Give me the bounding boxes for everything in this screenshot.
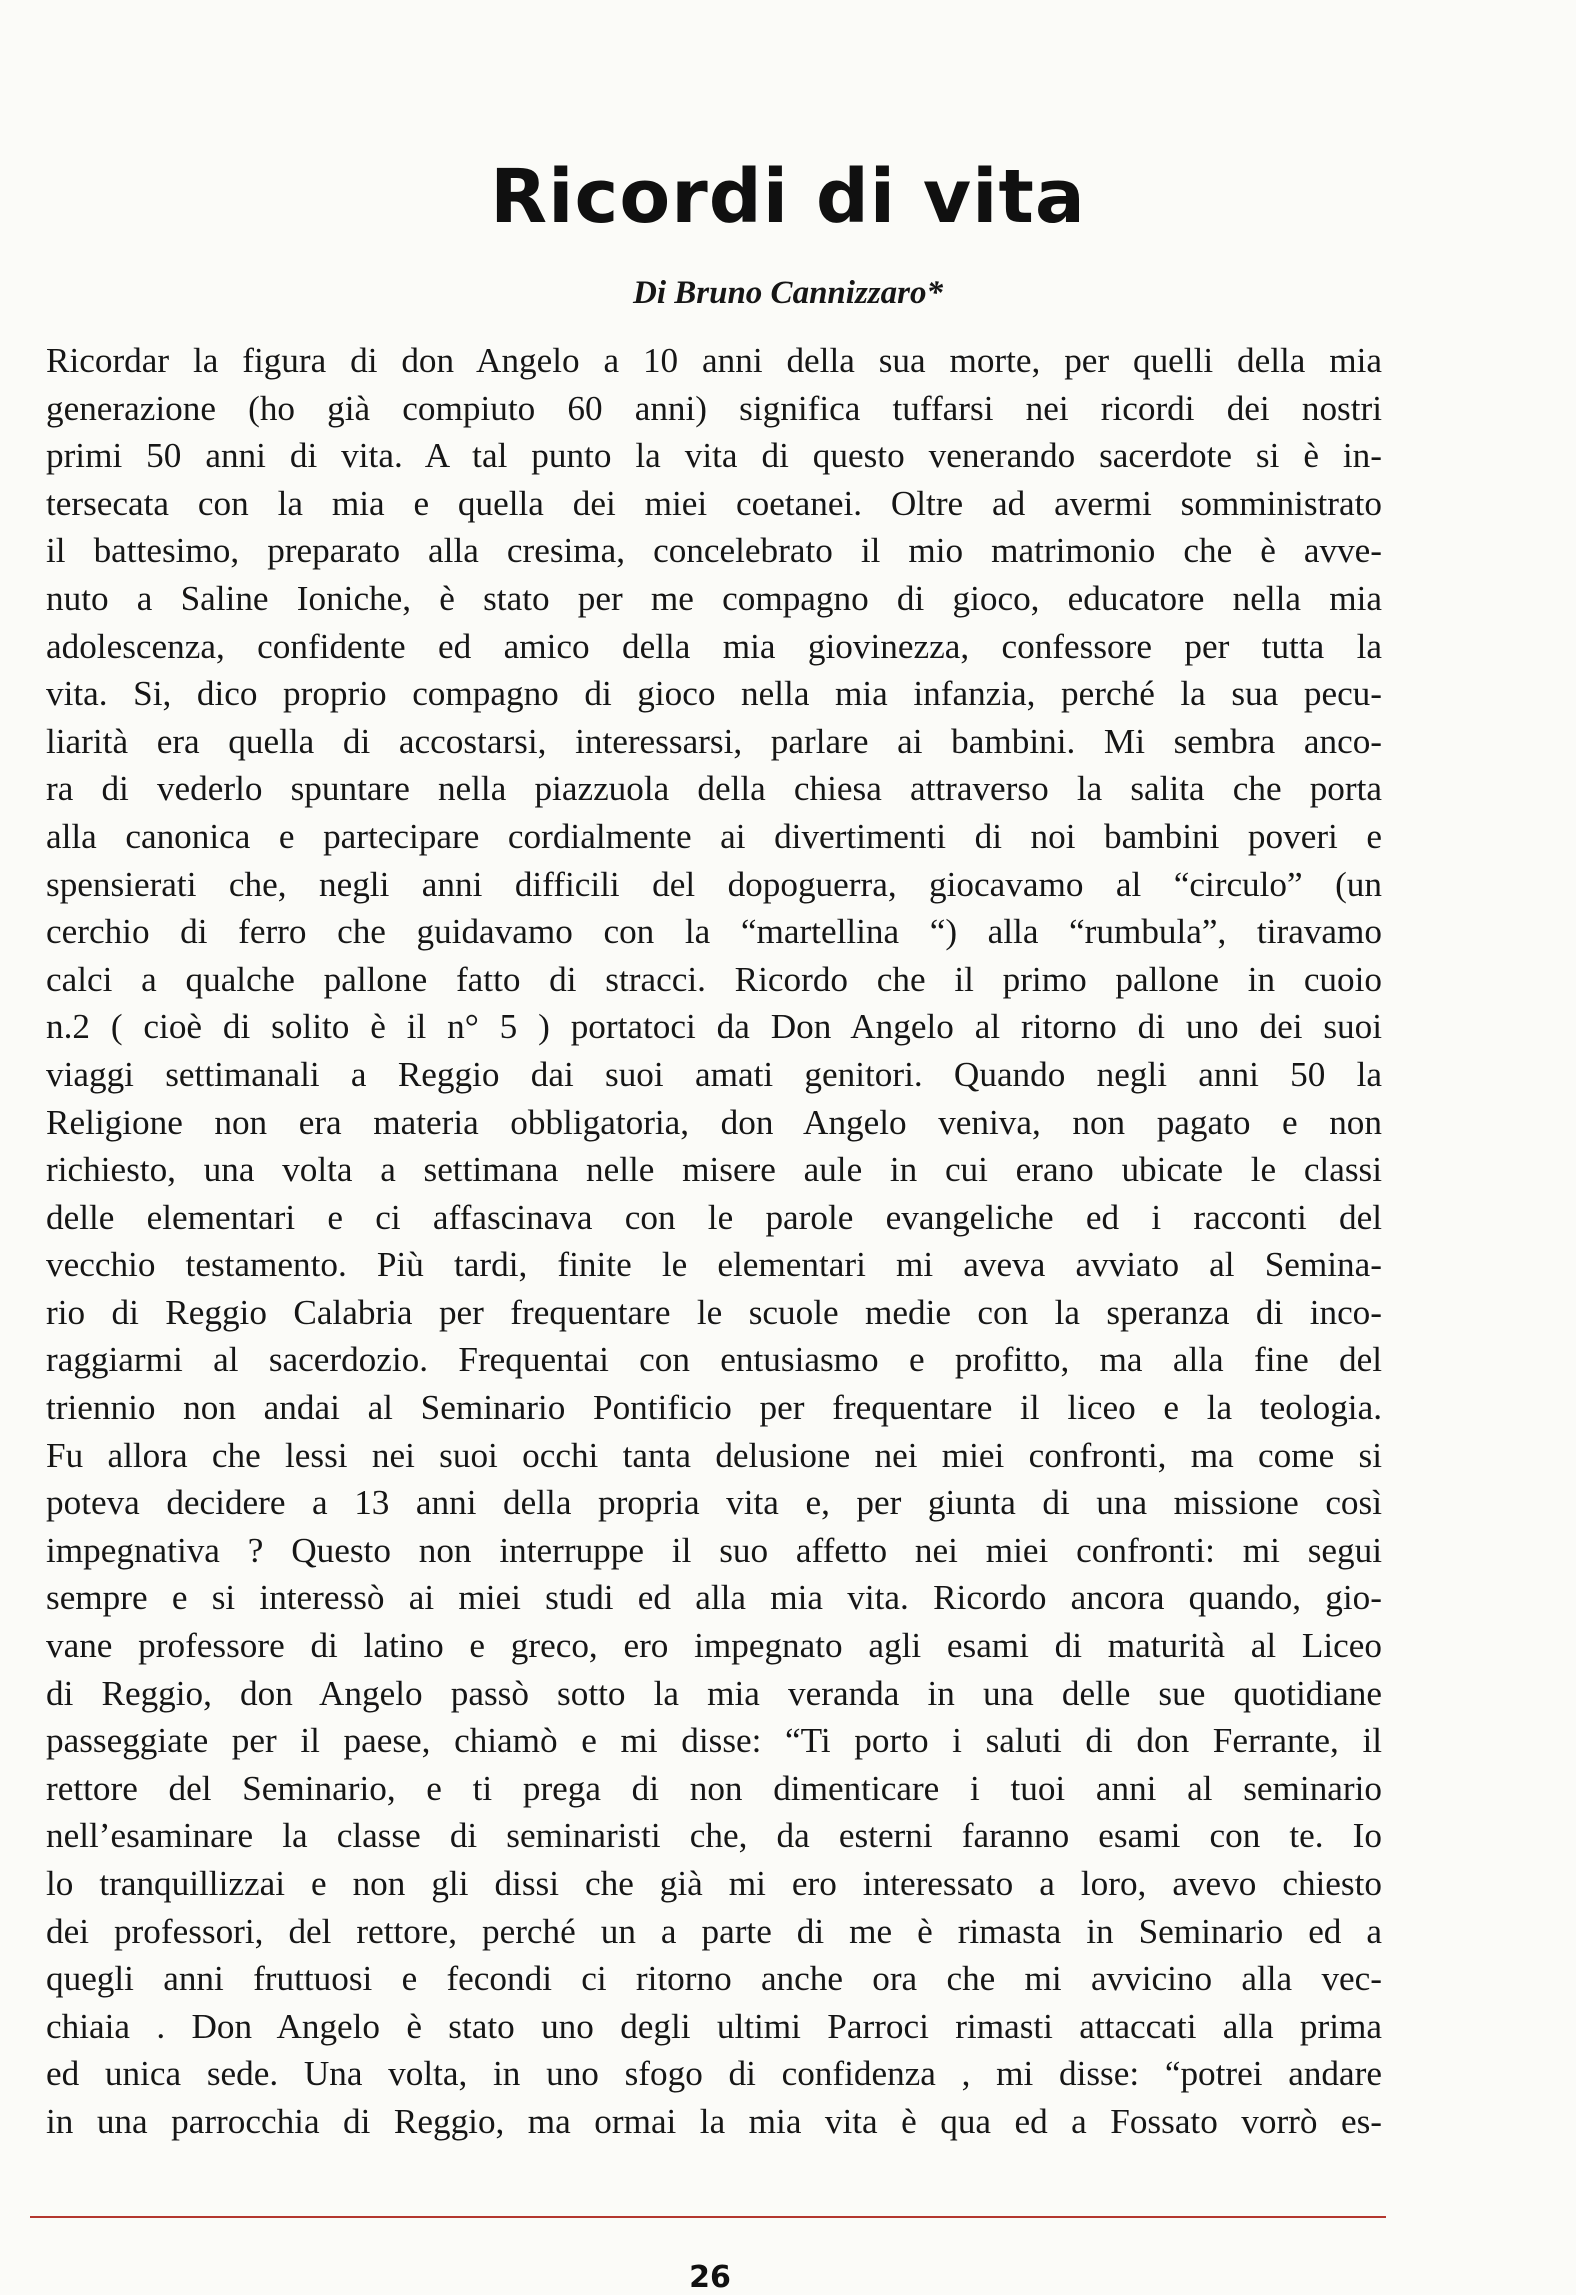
article-text-line: il battesimo, preparato alla cresima, concelebrato il mio matrimonio che è avve- bbox=[46, 531, 1382, 571]
article-text-line: ra di vederlo spuntare nella piazzuola della chiesa attraverso la salita che porta bbox=[46, 769, 1382, 809]
article-text-line: di Reggio, don Angelo passò sotto la mia veranda in una delle sue quotidiane bbox=[46, 1673, 1382, 1713]
article-text-line: nuto a Saline Ioniche, è stato per me compagno di gioco, educatore nella mia bbox=[46, 578, 1382, 618]
article-text-line: tersecata con la mia e quella dei miei coetanei. Oltre ad avermi somministrato bbox=[46, 483, 1382, 523]
article-text-line: sempre e si interessò ai miei studi ed alla mia vita. Ricordo ancora quando, gio- bbox=[46, 1578, 1382, 1618]
article-text-line: rio di Reggio Calabria per frequentare le scuole medie con la speranza di inco- bbox=[46, 1292, 1382, 1332]
article-text-line: vane professore di latino e greco, ero impegnato agli esami di maturità al Liceo bbox=[46, 1626, 1382, 1666]
footer-rule bbox=[30, 2216, 1386, 2218]
article-text-line: liarità era quella di accostarsi, interessarsi, parlare ai bambini. Mi sembra anco- bbox=[46, 721, 1382, 761]
article-text-line: vita. Si, dico proprio compagno di gioco nella mia infanzia, perché la sua pecu- bbox=[46, 674, 1382, 714]
article-text-line: adolescenza, confidente ed amico della mia giovinezza, confessore per tutta la bbox=[46, 626, 1382, 666]
article-text-line: triennio non andai al Seminario Pontificio per frequentare il liceo e la teologia. bbox=[46, 1388, 1382, 1428]
article-body bbox=[46, 337, 1382, 2146]
article-text-line: nell’esaminare la classe di seminaristi che, da esterni faranno esami con te. Io bbox=[46, 1816, 1382, 1856]
article-text-line: passeggiate per il paese, chiamò e mi disse: “Ti porto i saluti di don Ferrante, il bbox=[46, 1721, 1382, 1761]
article-text-line: vecchio testamento. Più tardi, finite le elementari mi aveva avviato al Semina- bbox=[46, 1245, 1382, 1285]
article-text-line: spensierati che, negli anni difficili del dopoguerra, giocavamo al “circulo” (un bbox=[46, 864, 1382, 904]
article-text-line: calci a qualche pallone fatto di stracci. Ricordo che il primo pallone in cuoio bbox=[46, 959, 1382, 999]
article-text-line: ed unica sede. Una volta, in uno sfogo di confidenza , mi disse: “potrei andare bbox=[46, 2054, 1382, 2094]
article-title: Ricordi di vita bbox=[490, 154, 1086, 240]
page-number: 26 bbox=[689, 2260, 731, 2295]
article-text-line: rettore del Seminario, e ti prega di non dimenticare i tuoi anni al seminario bbox=[46, 1768, 1382, 1808]
article-text-line: generazione (ho già compiuto 60 anni) significa tuffarsi nei ricordi dei nostri bbox=[46, 388, 1382, 428]
article-text-line: in una parrocchia di Reggio, ma ormai la mia vita è qua ed a Fossato vorrò es- bbox=[46, 2101, 1382, 2141]
article-text-line: quegli anni fruttuosi e fecondi ci ritorno anche ora che mi avvicino alla vec- bbox=[46, 1959, 1382, 1999]
article-text-line: cerchio di ferro che guidavamo con la “martellina “) alla “rumbula”, tiravamo bbox=[46, 912, 1382, 952]
article-text-line: impegnativa ? Questo non interruppe il suo affetto nei miei confronti: mi segui bbox=[46, 1530, 1382, 1570]
article-text-line: alla canonica e partecipare cordialmente ai divertimenti di noi bambini poveri e bbox=[46, 816, 1382, 856]
article-text-line: viaggi settimanali a Reggio dai suoi amati genitori. Quando negli anni 50 la bbox=[46, 1054, 1382, 1094]
article-text-line: dei professori, del rettore, perché un a parte di me è rimasta in Seminario ed a bbox=[46, 1911, 1382, 1951]
article-text-line: richiesto, una volta a settimana nelle misere aule in cui erano ubicate le classi bbox=[46, 1150, 1382, 1190]
article-text-line: Fu allora che lessi nei suoi occhi tanta delusione nei miei confronti, ma come si bbox=[46, 1435, 1382, 1475]
article-byline: Di Bruno Cannizzaro* bbox=[633, 275, 943, 311]
article-text-line: raggiarmi al sacerdozio. Frequentai con entusiasmo e profitto, ma alla fine del bbox=[46, 1340, 1382, 1380]
article-text-line: Religione non era materia obbligatoria, don Angelo veniva, non pagato e non bbox=[46, 1102, 1382, 1142]
article-text-line: lo tranquillizzai e non gli dissi che già mi ero interessato a loro, avevo chiesto bbox=[46, 1864, 1382, 1903]
article-text-line: chiaia . Don Angelo è stato uno degli ultimi Parroci rimasti attaccati alla prima bbox=[46, 2006, 1382, 2046]
article-text-line: primi 50 anni di vita. A tal punto la vita di questo venerando sacerdote si è in- bbox=[46, 436, 1382, 476]
article-text-line: delle elementari e ci affascinava con le parole evangeliche ed i racconti del bbox=[46, 1197, 1382, 1237]
article-text-line: n.2 ( cioè di solito è il n° 5 ) portatoci da Don Angelo al ritorno di uno dei suoi bbox=[46, 1007, 1382, 1047]
article-text-line: poteva decidere a 13 anni della propria vita e, per giunta di una missione così bbox=[46, 1483, 1382, 1523]
article-text-line: Ricordar la figura di don Angelo a 10 anni della sua morte, per quelli della mia bbox=[46, 341, 1382, 380]
